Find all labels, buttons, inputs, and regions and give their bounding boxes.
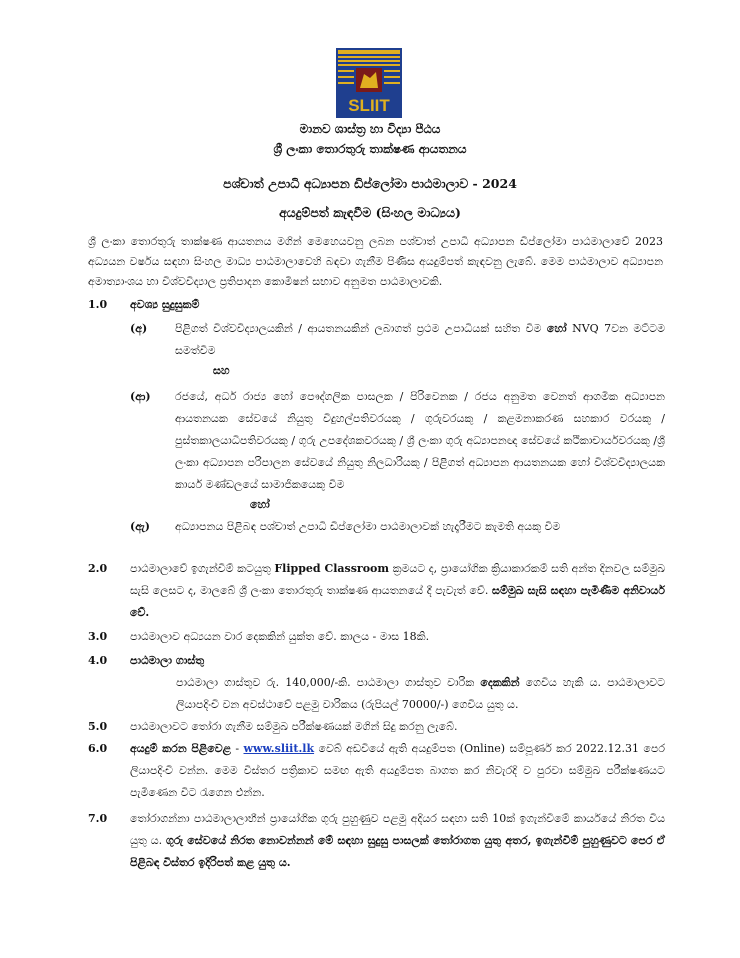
intro-paragraph: ශ්‍රී ලංකා තොරතුරු තාක්ෂණ ආයතනය මගින් මෙහෙයවනු ලබන පශ්චාත් උපාධි අධ්‍යාපන ඩිප්ලෝමා පාඨමාලාවේ 2023 අධ්‍යයන වර්ෂය සඳහා සිංහල මාධ්‍ය පාඨමාලාවෙහි බඳවා ගැනීම පිණිස අයදුම්පත් කැඳවනු ලැබේ. මෙම පාඨමාලාව අධ්‍යාපන අමාත්‍යාංශය හා විශ්වවිද්‍යාල ප්‍රතිපාදන කොමිෂන් සභාව අනුමත පාඨමාලාවකි. (88, 235, 663, 288)
section-2-text: පාඨමාලාවේ ඉගැන්වීම් කටයුතු Flipped Classroom ක්‍රමයට ද, ප්‍රායෝගික ක්‍රියාකාරකම් සති අන්ත දිනවල සම්මුඛ සැසි ලෙසට ද, මාලබේ ශ්‍රී ලංකා තොරතුරු තාක්ෂණ ආයතනයේ දී පැවැත් වේ. සම්මුඛ සැසි සඳහා පැමිණීම අනිවාර්ය වේ. (130, 562, 665, 619)
qualification-a-label: (අ) (130, 322, 148, 335)
section-6-text: අයදුම් කරන පිළිවෙළ - www.sliit.lk වෙබ් අඩවියේ ඇති අයදුම්පත (Online) සම්පූර්ණ කර 2022.12.31 පෙර ලියාපදිංචි වන්න. මෙම විස්තර පත්‍රිකාව සමඟ ඇති අයදුම්පත බාගත කර නිවැරදි ව පුරවා සම්මුඛ පරීක්ෂණයට පැමිණෙන විට රැගෙන එන්න. (130, 742, 665, 799)
subtitle: අයදුම්පත් කැඳවීම (සිංහල මාධ්‍යය) (279, 205, 461, 220)
institute-name: ශ්‍රී ලංකා තොරතුරු තාක්ෂණ ආයතනය (273, 142, 467, 156)
section-7-text: තෝරාගන්නා පාඨමාලාලාභීන් ප්‍රායෝගික ගුරු පුහුණුව පළමු අදියර සඳහා සති 10ක් ඉගැන්වීමේ කාර්යයේ නිරත විය යුතු ය. ගුරු සේවයේ නිරත නොවන්නන් මේ සඳහා සුදුසු පාසලක් තෝරාගත යුතු අතර, ඉගැන්වීම් පුහුණුවට පෙර ඒ පිළිබඳ විස්තර ඉදිරිපත් කළ යුතු ය. (130, 812, 665, 869)
section-4-number: 4.0 (88, 654, 108, 667)
or-label: හෝ (250, 498, 270, 511)
and-label: සහ (213, 364, 230, 377)
section-5-number: 5.0 (88, 720, 108, 733)
sliit-website-link[interactable]: www.sliit.lk (243, 742, 315, 755)
section-4-title: පාඨමාලා ගාස්තු (130, 654, 205, 667)
qualification-aa-label: (ආ) (130, 390, 151, 403)
qualification-ae-text: අධ්‍යාපනය පිළිබඳ පශ්චාත් උපාධි ඩිප්ලෝමා පාඨමාලාවක් හැදෑරීමට කැමති අයකු වීම (175, 520, 561, 533)
qualification-aa-text: රජයේ, අර්ධ රාජ්‍ය හෝ පෞද්ගලික පාසලක / පිරිවෙනක / රජය අනුමත වෙනත් ආගමික අධ්‍යාපන ආයතනයක සේවයේ නියුතු විදුහල්පතිවරයකු / ගුරුවරයකු / කළමනාකරණ සහකාර වරයකු / පුස්තකාලයාධිපතිවරයකු / ගුරු උපදේශකවරයකු / ශ්‍රී ලංකා ගුරු අධ්‍යාපනඥ සේවයේ කථිකාචාර්යවරයකු /ශ්‍රී ලංකා අධ්‍යාපන පරිපාලන සේවයේ නියුතු නිලධාරියකු / පිළිගත් අධ්‍යාපන ආයතනයක හෝ විශ්වවිද්‍යාලයක කාර්ය මණ්ඩලයේ සාමාජිකයෙකු වීම (175, 390, 665, 491)
section-1-title: අවශ්‍ය සුදුසුකම් (130, 298, 200, 311)
section-3-number: 3.0 (88, 630, 108, 643)
section-3-text: පාඨමාලාව අධ්‍යයන වාර දෙකකින් යුක්ත වේ. කාලය - මාස 18කි. (130, 630, 430, 643)
section-4-text: පාඨමාලා ගාස්තුව රු. 140,000/-කි. පාඨමාලා ගාස්තුව වාරික දෙකකින් ගෙවිය හැකි ය. පාඨමාලාවට ලියාපදිංචි වන අවස්ථාවේ පළමු වාරිකය (රුපියල් 70000/-) ගෙවිය යුතු ය. (176, 676, 665, 711)
logo-text: SLIIT (348, 96, 390, 115)
section-1-number: 1.0 (88, 298, 108, 311)
section-2-number: 2.0 (88, 562, 108, 575)
section-6-number: 6.0 (88, 742, 108, 755)
section-5-text: පාඨමාලාවට තෝරා ගැනීම සම්මුඛ පරීක්ෂණයක් මගින් සිදු කරනු ලැබේ. (130, 720, 458, 733)
section-7-number: 7.0 (88, 812, 108, 825)
qualification-a-text: පිළිගත් විශ්වවිද්‍යාලයකින් / ආයතනයකින් ලබාගත් ප්‍රථම උපාධියක් සහිත වීම හෝ NVQ 7වන මට්ටම සමත්වීම (175, 322, 665, 357)
sliit-logo-icon (336, 48, 402, 118)
course-title: පශ්චාත් උපාධි අධ්‍යාපන ඩිප්ලෝමා පාඨමාලාව - 2024 (223, 176, 517, 191)
faculty-name: මානව ශාස්ත්‍ර හා විද්‍යා පීඨය (299, 122, 441, 136)
qualification-ae-label: (ඇ) (130, 520, 150, 533)
